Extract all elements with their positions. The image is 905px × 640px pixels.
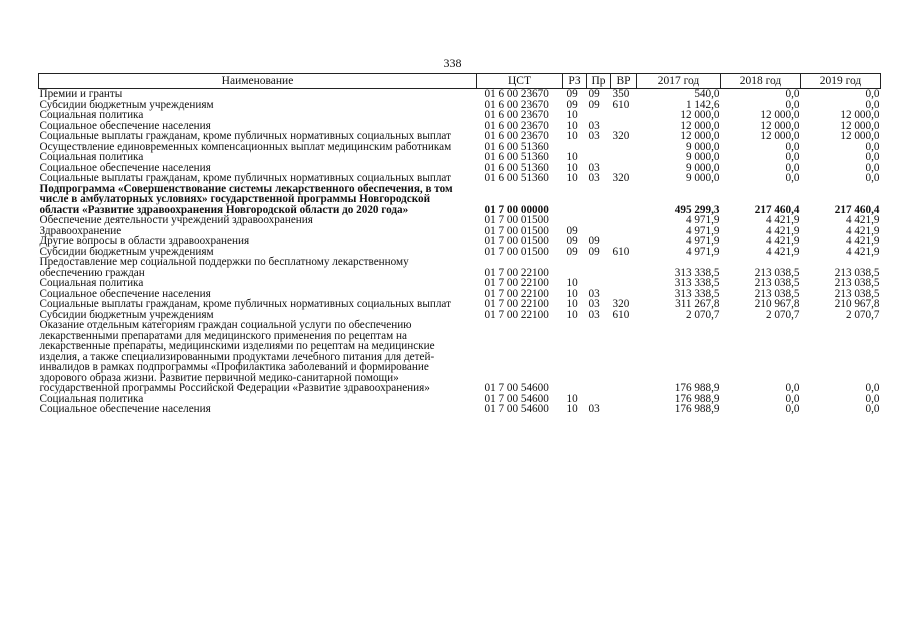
row-value-2017: 313 338,5: [674, 277, 720, 289]
row-value-2017: 4 971,9: [685, 214, 720, 226]
row-value-2018: 12 000,0: [760, 119, 800, 132]
table-row: [39, 257, 881, 278]
row-rz: 09: [566, 98, 578, 111]
row-value-2017: 9 000,0: [685, 140, 720, 153]
row-value-2018: 0,0: [785, 403, 800, 415]
row-value-2017: 4 971,9: [685, 224, 720, 237]
row-rz: 10: [566, 161, 578, 174]
row-vr: 320: [612, 172, 630, 184]
table-row: [39, 89, 881, 100]
row-name: Социальное обеспечение населения: [39, 119, 211, 132]
row-value-2019: 0,0: [865, 392, 880, 405]
row-name: Субсидии бюджетным учреждениям: [39, 308, 214, 321]
table-row: [39, 173, 881, 184]
row-rz: [563, 257, 587, 278]
row-name: Социальная политика: [39, 109, 144, 121]
row-value-2017: 9 000,0: [685, 161, 720, 174]
row-value-2018: 0,0: [785, 172, 800, 184]
row-value-2019: 0,0: [865, 382, 880, 394]
table-row: [39, 100, 881, 111]
row-value-2017: 540,0: [694, 88, 720, 100]
row-value-2018: 4 421,9: [765, 235, 800, 247]
table-row: [39, 404, 881, 415]
row-vr: 610: [612, 98, 630, 111]
row-name: Социальная политика: [39, 392, 144, 405]
row-value-2019: 213 038,5: [834, 266, 880, 279]
row-rz: 09: [566, 245, 578, 258]
row-value-2018: 213 038,5: [754, 277, 800, 289]
row-value-2019: 0,0: [865, 172, 880, 184]
row-value-2019: 4 421,9: [845, 224, 880, 237]
row-pr: [587, 142, 611, 153]
table-row: [39, 299, 881, 310]
row-cst: 01 7 00 54600: [484, 392, 549, 405]
row-cst: 01 6 00 23670: [484, 88, 549, 100]
row-rz: [563, 320, 587, 394]
row-rz: [563, 215, 587, 226]
row-value-2017: 4 971,9: [685, 235, 720, 247]
row-rz: 10: [566, 109, 578, 121]
row-name: Премии и гранты: [39, 88, 123, 100]
row-rz: 10: [566, 130, 578, 142]
row-cst: 01 6 00 23670: [484, 109, 549, 121]
row-value-2019: 210 967,8: [834, 298, 880, 310]
row-value-2019: 4 421,9: [845, 214, 880, 226]
row-value-2017: 12 000,0: [680, 109, 720, 121]
row-cst: 01 7 00 22100: [484, 277, 549, 289]
row-value-2019: 217 460,4: [834, 203, 880, 216]
row-cst: 01 6 00 51360: [484, 172, 549, 184]
row-pr: [587, 278, 611, 289]
row-value-2018: 4 421,9: [765, 214, 800, 226]
table-row: [39, 152, 881, 163]
row-name: Социальное обеспечение населения: [39, 161, 211, 174]
table-row: [39, 320, 881, 394]
table-row: [39, 215, 881, 226]
row-name: Социальные выплаты гражданам, кроме публичных нормативных социальных выплат: [39, 298, 451, 310]
row-vr: 320: [612, 298, 630, 310]
row-name: Субсидии бюджетным учреждениям: [39, 98, 214, 111]
row-rz: 10: [566, 308, 578, 321]
row-cst: 01 7 00 01500: [484, 224, 549, 237]
row-vr: [611, 142, 637, 153]
header-pr: Пр: [587, 74, 611, 89]
row-pr: 09: [588, 245, 600, 258]
row-name: Обеспечение деятельности учреждений здравоохранения: [39, 214, 313, 226]
row-pr: [587, 184, 611, 216]
row-rz: 09: [566, 88, 578, 100]
row-value-2019: 4 421,9: [845, 235, 880, 247]
row-cst: 01 6 00 23670: [484, 119, 549, 132]
row-rz: 10: [566, 151, 578, 163]
row-rz: 10: [566, 277, 578, 289]
row-pr: 09: [588, 88, 600, 100]
row-vr: 350: [612, 88, 630, 100]
row-value-2018: 213 038,5: [754, 287, 800, 300]
row-rz: 10: [566, 392, 578, 405]
row-pr: 03: [588, 298, 600, 310]
row-cst: 01 7 00 22100: [484, 266, 549, 279]
row-name: Социальные выплаты гражданам, кроме публичных нормативных социальных выплат: [39, 130, 451, 142]
row-vr: [611, 152, 637, 163]
row-value-2018: 0,0: [785, 140, 800, 153]
row-vr: [611, 278, 637, 289]
row-rz: 10: [566, 298, 578, 310]
row-value-2019: 0,0: [865, 140, 880, 153]
row-cst: 01 6 00 51360: [484, 140, 549, 153]
row-value-2019: 0,0: [865, 98, 880, 111]
row-vr: [611, 394, 637, 405]
row-rz: 09: [566, 235, 578, 247]
row-value-2019: 12 000,0: [840, 109, 880, 121]
row-cst: 01 7 00 01500: [484, 214, 549, 226]
row-value-2019: 12 000,0: [840, 119, 880, 132]
row-value-2018: 4 421,9: [765, 224, 800, 237]
header-2017: 2017 год: [637, 74, 721, 89]
row-value-2018: 210 967,8: [754, 298, 800, 310]
row-cst: 01 7 00 00000: [484, 203, 549, 216]
row-rz: [563, 184, 587, 216]
row-pr: 03: [588, 287, 600, 300]
row-cst: 01 7 00 54600: [484, 382, 549, 394]
row-name: Социальное обеспечение населения: [39, 287, 211, 300]
row-value-2017: 176 988,9: [674, 382, 720, 394]
row-pr: 03: [588, 403, 600, 415]
row-value-2019: 0,0: [865, 403, 880, 415]
row-value-2017: 176 988,9: [674, 403, 720, 415]
table-row: [39, 142, 881, 153]
row-value-2018: 0,0: [785, 88, 800, 100]
row-pr: 09: [588, 235, 600, 247]
row-cst: 01 6 00 23670: [484, 98, 549, 111]
row-vr: [611, 226, 637, 237]
row-cst: 01 7 00 22100: [484, 287, 549, 300]
header-2019: 2019 год: [801, 74, 881, 89]
row-value-2018: 2 070,7: [765, 308, 800, 321]
row-cst: 01 7 00 54600: [484, 403, 549, 415]
row-value-2018: 0,0: [785, 392, 800, 405]
row-value-2019: 0,0: [865, 151, 880, 163]
row-name: Субсидии бюджетным учреждениям: [39, 245, 214, 258]
row-cst: 01 6 00 51360: [484, 161, 549, 174]
row-value-2019: 213 038,5: [834, 277, 880, 289]
row-cst: 01 7 00 22100: [484, 298, 549, 310]
row-value-2018: 0,0: [785, 151, 800, 163]
row-cst: 01 6 00 51360: [484, 151, 549, 163]
row-pr: [587, 152, 611, 163]
row-value-2017: 2 070,7: [685, 308, 720, 321]
row-cst: 01 6 00 23670: [484, 130, 549, 142]
row-vr: [611, 404, 637, 415]
table-header-row: [39, 74, 881, 89]
row-vr: [611, 236, 637, 247]
row-value-2017: 313 338,5: [674, 287, 720, 300]
row-value-2017: 1 142,6: [685, 98, 720, 111]
table-row: [39, 278, 881, 289]
row-name: Осуществление единовременных компенсационных выплат медицинским работникам: [39, 140, 452, 153]
row-pr: [587, 320, 611, 394]
row-pr: [587, 215, 611, 226]
row-vr: [611, 110, 637, 121]
row-pr: 09: [588, 98, 600, 111]
row-name: Другие вопросы в области здравоохранения: [39, 235, 250, 247]
row-value-2017: 12 000,0: [680, 119, 720, 132]
table-row: [39, 184, 881, 216]
row-rz: 10: [566, 403, 578, 415]
table-row: [39, 110, 881, 121]
row-name: Социальные выплаты гражданам, кроме публичных нормативных социальных выплат: [39, 172, 451, 184]
row-vr: 320: [612, 130, 630, 142]
row-value-2018: 12 000,0: [760, 130, 800, 142]
row-pr: 03: [588, 172, 600, 184]
row-cst: 01 7 00 01500: [484, 235, 549, 247]
table-row: [39, 131, 881, 142]
page-number: 338: [443, 56, 462, 70]
row-name: Подпрограмма «Совершенствование системы лекарственного обеспечения, в том числе в амбулаторных условиях» государственной программы Новгородской области «Развитие здравоохранения Новгородской области до 2020 года»: [39, 182, 453, 216]
row-value-2019: 213 038,5: [834, 287, 880, 300]
row-value-2018: 217 460,4: [754, 203, 800, 216]
header-rz: РЗ: [563, 74, 587, 89]
row-rz: 10: [566, 119, 578, 132]
row-rz: 10: [566, 287, 578, 300]
row-pr: 03: [588, 161, 600, 174]
row-value-2018: 0,0: [785, 161, 800, 174]
row-cst: 01 7 00 01500: [484, 245, 549, 258]
header-vr: ВР: [611, 74, 637, 89]
header-name: Наименование: [39, 74, 477, 89]
row-pr: 03: [588, 119, 600, 132]
row-name: Здравоохранение: [39, 224, 122, 237]
row-cst: 01 7 00 22100: [484, 308, 549, 321]
row-value-2017: 9 000,0: [685, 151, 720, 163]
row-name: Социальное обеспечение населения: [39, 403, 211, 415]
row-value-2017: 4 971,9: [685, 245, 720, 258]
row-value-2017: 9 000,0: [685, 172, 720, 184]
row-rz: 10: [566, 172, 578, 184]
row-vr: 610: [612, 245, 630, 258]
row-value-2018: 213 038,5: [754, 266, 800, 279]
row-value-2019: 12 000,0: [840, 130, 880, 142]
row-value-2018: 4 421,9: [765, 245, 800, 258]
table-body: [39, 89, 881, 415]
row-value-2019: 0,0: [865, 88, 880, 100]
budget-table: [38, 73, 881, 415]
row-value-2017: 495 299,3: [674, 203, 720, 216]
row-name: Социальная политика: [39, 151, 144, 163]
row-vr: [611, 215, 637, 226]
row-pr: 03: [588, 308, 600, 321]
row-value-2017: 311 267,8: [675, 298, 720, 310]
row-value-2019: 0,0: [865, 161, 880, 174]
row-value-2017: 176 988,9: [674, 392, 720, 405]
row-vr: [611, 257, 637, 278]
row-vr: [611, 184, 637, 216]
row-pr: 03: [588, 130, 600, 142]
row-pr: [587, 110, 611, 121]
row-name: Социальная политика: [39, 277, 144, 289]
header-2018: 2018 год: [721, 74, 801, 89]
row-value-2018: 0,0: [785, 382, 800, 394]
row-value-2019: 2 070,7: [845, 308, 880, 321]
row-name: Предоставление мер социальной поддержки по бесплатному лекарственному обеспечению граждан: [39, 256, 409, 279]
row-name: Оказание отдельным категориям граждан социальной услуги по обеспечению лекарственными препаратами для медицинского применения по рецептам на лекарственные препараты, медицинскими изделиями по рецептам на медицинские изделия, а также специализированными продуктами лечебного питания для детей-инвалидов в рамках подпрограммы «Профилактика заболеваний и формирование здорового образа жизни. Развитие первичной медико-санитарной помощи» государственной программы Российской Федерации «Развитие здравоохранения»: [39, 319, 435, 394]
row-value-2017: 12 000,0: [680, 130, 720, 142]
row-rz: 09: [566, 224, 578, 237]
row-value-2018: 0,0: [785, 98, 800, 111]
row-value-2017: 313 338,5: [674, 266, 720, 279]
row-value-2018: 12 000,0: [760, 109, 800, 121]
header-cst: ЦСТ: [477, 74, 563, 89]
row-pr: [587, 257, 611, 278]
table-row: [39, 236, 881, 247]
row-value-2019: 4 421,9: [845, 245, 880, 258]
row-vr: 610: [612, 308, 630, 321]
row-vr: [611, 320, 637, 394]
